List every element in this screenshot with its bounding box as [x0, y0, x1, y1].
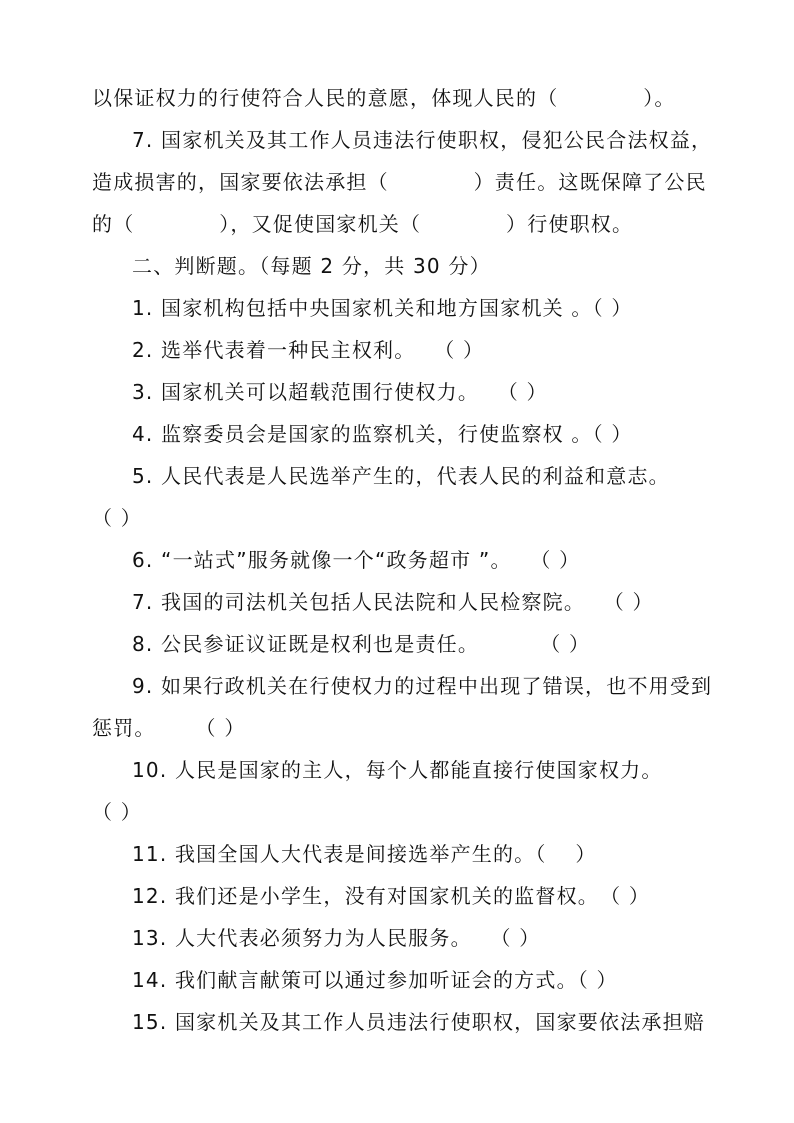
fill-question-7: 7. 国家机关及其工作人员违法行使职权，侵犯公民合法权益， — [132, 128, 713, 152]
judge-question-7: 7. 我国的司法机关包括人民法院和人民检察院。 （ ） — [132, 590, 654, 614]
judge-question-2: 2. 选举代表着一种民主权利。 （ ） — [132, 338, 485, 362]
text-line-continuation: 以保证权力的行使符合人民的意愿，体现人民的（ ）。 — [92, 86, 676, 110]
judge-question-15: 15. 国家机关及其工作人员违法行使职权，国家要依法承担赔 — [132, 1010, 705, 1034]
judge-question-9: 9. 如果行政机关在行使权力的过程中出现了错误，也不用受到 — [132, 674, 713, 698]
judge-question-11: 11. 我国全国人大代表是间接选举产生的。（ ） — [132, 842, 597, 866]
fill-question-7-cont-2: 的（ ），又促使国家机关（ ）行使职权。 — [92, 212, 634, 236]
fill-question-7-cont-1: 造成损害的，国家要依法承担（ ）责任。这既保障了公民 — [92, 170, 707, 194]
judge-question-5-cont: （ ） — [92, 506, 142, 530]
judge-question-10: 10. 人民是国家的主人，每个人都能直接行使国家权力。 — [132, 758, 663, 782]
judge-question-3: 3. 国家机关可以超载范围行使权力。 （ ） — [132, 380, 548, 404]
judge-question-8: 8. 公民参证议证既是权利也是责任。 （ ） — [132, 632, 591, 656]
judge-question-12: 12. 我们还是小学生，没有对国家机关的监督权。 （ ） — [132, 884, 651, 908]
section-heading: 二、判断题。（每题 2 分，共 30 分） — [132, 254, 491, 278]
judge-question-13: 13. 人大代表必须努力为人民服务。 （ ） — [132, 926, 541, 950]
judge-question-4: 4. 监察委员会是国家的监察机关，行使监察权 。（ ） — [132, 422, 633, 446]
judge-question-5: 5. 人民代表是人民选举产生的，代表人民的利益和意志。 — [132, 464, 670, 488]
judge-question-9-cont: 惩罚。 （ ） — [92, 716, 246, 740]
judge-question-14: 14. 我们献言献策可以通过参加听证会的方式。（ ） — [132, 968, 618, 992]
judge-question-6: 6. “一站式”服务就像一个“政务超市 ”。 （ ） — [132, 548, 581, 572]
judge-question-1: 1. 国家机构包括中央国家机关和地方国家机关 。（ ） — [132, 296, 633, 320]
judge-question-10-cont: （ ） — [92, 800, 142, 824]
